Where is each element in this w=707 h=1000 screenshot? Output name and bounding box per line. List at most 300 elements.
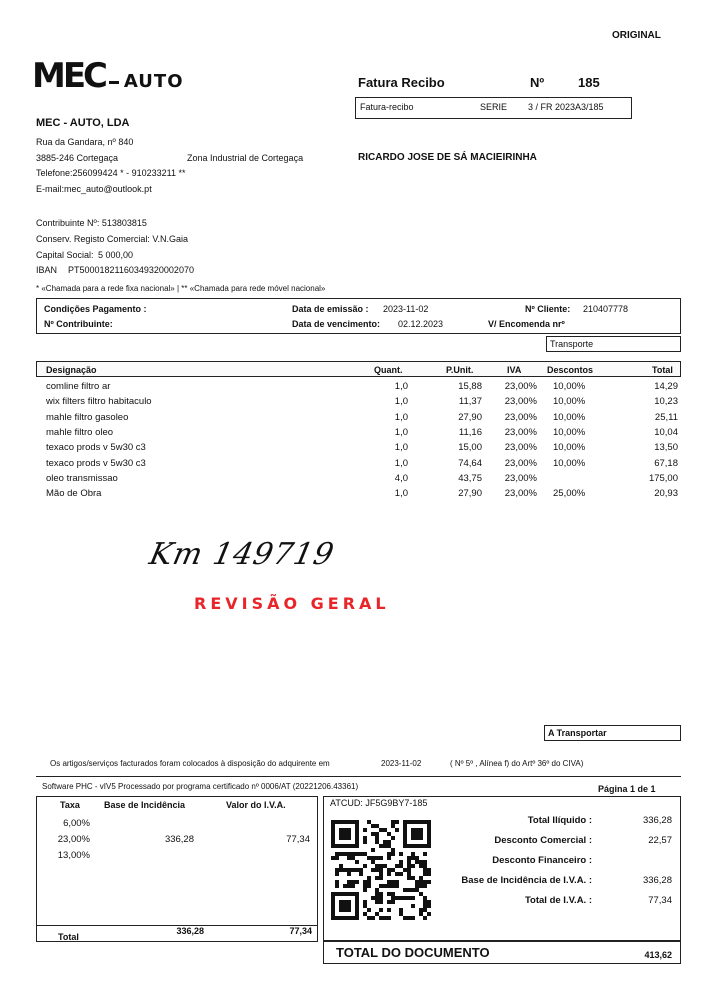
- qr-module: [419, 884, 423, 888]
- item-total: 20,93: [654, 488, 678, 500]
- qr-module: [335, 852, 339, 856]
- item-total: 13,50: [654, 442, 678, 454]
- qr-module: [387, 916, 391, 920]
- item-qty: 1,0: [394, 426, 408, 438]
- qr-module: [347, 884, 351, 888]
- qr-module: [379, 876, 383, 880]
- qr-module: [351, 868, 355, 872]
- summary-row: [440, 855, 680, 873]
- qr-module: [339, 828, 351, 840]
- qr-module: [363, 912, 367, 916]
- qr-module: [363, 836, 367, 840]
- qr-module: [427, 900, 431, 904]
- iban-label: IBAN: [36, 265, 58, 275]
- qr-module: [391, 896, 395, 900]
- qr-module: [383, 864, 387, 868]
- qr-module: [391, 880, 395, 884]
- company-address: Rua da Gandara, nº 840: [36, 137, 134, 147]
- item-qty: 1,0: [394, 457, 408, 469]
- company-nif: Contribuinte Nº: 513803815: [36, 218, 147, 228]
- summary-value: 77,34: [648, 895, 672, 906]
- header-total: Total: [652, 365, 673, 375]
- item-designation: Mão de Obra: [46, 488, 102, 500]
- summary-label: Base de Incidência de I.V.A. :: [461, 875, 592, 886]
- qr-module: [395, 864, 399, 868]
- qr-module: [363, 828, 367, 832]
- qr-module: [399, 872, 403, 876]
- a-transportar-label: A Transportar: [548, 728, 607, 738]
- qr-module: [399, 864, 403, 868]
- item-unit-price: 15,00: [458, 442, 482, 454]
- footer-divider: [36, 776, 681, 777]
- qr-module: [351, 856, 355, 860]
- summary-label: Desconto Comercial :: [494, 835, 592, 846]
- item-unit-price: 43,75: [458, 472, 482, 484]
- qr-module: [407, 864, 411, 868]
- summary-row: [440, 835, 680, 853]
- qr-module: [371, 856, 375, 860]
- qr-module: [423, 864, 427, 868]
- qr-module: [383, 884, 387, 888]
- qr-module: [355, 860, 359, 864]
- logo-mec-text: MEC: [32, 56, 106, 96]
- item-discount: 10,00%: [553, 457, 586, 469]
- qr-module: [395, 880, 399, 884]
- item-unit-price: 15,88: [458, 381, 482, 392]
- company-registry: Conserv. Registo Comercial: V.N.Gaia: [36, 234, 189, 244]
- item-iva: 23,00%: [504, 442, 537, 454]
- qr-module: [363, 840, 367, 844]
- company-phone: Telefone:256099424 * - 910233211 **: [36, 168, 186, 178]
- qr-module: [367, 916, 371, 920]
- item-row: [0, 427, 707, 442]
- call-note: * «Chamada para a rede fixa nacional» | ** «Chamada para rede móvel nacional»: [36, 284, 326, 293]
- qr-module: [387, 852, 391, 856]
- qr-module: [411, 828, 423, 840]
- total-document-value: 413,62: [644, 950, 672, 960]
- qr-module: [351, 884, 355, 888]
- qr-module: [387, 872, 391, 876]
- tax-base: 336,28: [164, 834, 194, 845]
- qr-module: [383, 828, 387, 832]
- page-number: Página 1 de 1: [598, 784, 656, 794]
- summary-label: Total de I.V.A. :: [524, 895, 592, 906]
- qr-module: [391, 900, 395, 904]
- client-label: Nº Cliente:: [525, 304, 571, 314]
- item-unit-price: 27,90: [458, 411, 482, 423]
- qr-module: [379, 900, 383, 904]
- qr-module: [383, 844, 387, 848]
- issue-value: 2023-11-02: [383, 304, 429, 314]
- qr-module: [371, 848, 375, 852]
- qr-module: [419, 912, 423, 916]
- item-total: 25,11: [654, 411, 678, 423]
- qr-module: [343, 852, 347, 856]
- revision-stamp: REVISÃO GERAL: [194, 594, 390, 613]
- qr-module: [375, 912, 379, 916]
- qr-module: [335, 880, 339, 884]
- qr-module: [355, 852, 359, 856]
- summary-value: 336,28: [642, 875, 672, 886]
- company-logo: [32, 56, 184, 96]
- item-iva: 23,00%: [504, 472, 537, 484]
- qr-module: [339, 852, 343, 856]
- item-designation: mahle filtro oleo: [46, 426, 114, 438]
- qr-module: [407, 856, 411, 860]
- availability-law: ( Nº 5º , Alínea f) do Artº 36º do CIVA): [450, 759, 584, 768]
- qr-module: [411, 864, 415, 868]
- item-qty: 1,0: [394, 442, 408, 454]
- qr-module: [339, 900, 351, 912]
- qr-module: [379, 908, 383, 912]
- qr-module: [371, 916, 375, 920]
- item-qty: 1,0: [394, 488, 408, 500]
- original-label: ORIGINAL: [612, 30, 661, 41]
- qr-module: [355, 880, 359, 884]
- item-designation: texaco prods v 5w30 c3: [46, 457, 146, 469]
- due-value: 02.12.2023: [398, 319, 444, 329]
- item-iva: 23,00%: [504, 381, 537, 392]
- header-unit: P.Unit.: [446, 365, 474, 375]
- capital-value: 5 000,00: [98, 250, 134, 260]
- header-designation: Designação: [46, 365, 97, 375]
- tax-header-taxa: Taxa: [60, 800, 80, 810]
- item-total: 10,04: [654, 426, 678, 438]
- capital-label: Capital Social:: [36, 250, 94, 260]
- item-row: [0, 458, 707, 473]
- handwritten-mileage: Km 149719: [146, 537, 338, 572]
- qr-module: [375, 876, 379, 880]
- item-iva: 23,00%: [504, 396, 537, 408]
- item-qty: 1,0: [394, 381, 408, 392]
- item-row: [0, 381, 707, 396]
- item-unit-price: 11,16: [458, 426, 482, 438]
- qr-module: [367, 884, 371, 888]
- qr-module: [387, 868, 391, 872]
- qr-module: [415, 860, 419, 864]
- qr-module: [419, 892, 423, 896]
- item-iva: 23,00%: [504, 411, 537, 423]
- contrib-label: Nº Contribuinte:: [44, 319, 113, 329]
- company-name: MEC - AUTO, LDA: [36, 117, 130, 129]
- header-qty: Quant.: [374, 365, 403, 375]
- company-postal: 3885-246 Cortegaça: [36, 153, 119, 163]
- number-label: Nº: [530, 75, 545, 90]
- qr-module: [367, 876, 371, 880]
- qr-module: [411, 876, 415, 880]
- item-designation: oleo transmissao: [46, 472, 118, 484]
- qr-module: [359, 852, 363, 856]
- item-total: 67,18: [654, 457, 678, 469]
- qr-module: [375, 896, 379, 900]
- header-discounts: Descontos: [547, 365, 594, 375]
- qr-module: [407, 860, 411, 864]
- qr-module: [427, 880, 431, 884]
- series-doc: Fatura-recibo: [360, 102, 414, 112]
- item-qty: 4,0: [394, 472, 408, 484]
- item-row: [0, 488, 707, 503]
- qr-module: [379, 856, 383, 860]
- qr-module: [343, 868, 347, 872]
- availability-date: 2023-11-02: [381, 759, 422, 768]
- qr-module: [359, 868, 363, 872]
- tax-header-valor: Valor do I.V.A.: [226, 800, 286, 810]
- qr-module: [403, 916, 407, 920]
- item-qty: 1,0: [394, 411, 408, 423]
- tax-total-label: Total: [58, 932, 79, 942]
- qr-module: [423, 852, 427, 856]
- item-designation: mahle filtro gasoleo: [46, 411, 129, 423]
- item-row: [0, 396, 707, 411]
- qr-module: [335, 884, 339, 888]
- summary-value: 22,57: [648, 835, 672, 846]
- qr-module: [423, 884, 427, 888]
- qr-module: [379, 864, 383, 868]
- client-value: 210407778: [583, 304, 629, 314]
- qr-module: [379, 884, 383, 888]
- tax-row: [0, 850, 330, 865]
- qr-module: [363, 904, 367, 908]
- qr-module: [387, 884, 391, 888]
- qr-module: [379, 844, 383, 848]
- qr-module: [391, 852, 395, 856]
- tax-row: [0, 818, 330, 833]
- qr-module: [355, 868, 359, 872]
- atcud: ATCUD: JF5G9BY7-185: [330, 798, 428, 808]
- qr-module: [423, 916, 427, 920]
- qr-module: [395, 828, 399, 832]
- qr-module: [375, 864, 379, 868]
- tax-total-valor: 77,34: [289, 926, 312, 936]
- issue-label: Data de emissão :: [292, 304, 369, 314]
- qr-module: [419, 880, 423, 884]
- qr-module: [411, 856, 415, 860]
- logo-auto-text: AUTO: [123, 71, 184, 92]
- due-label: Data de vencimento:: [292, 319, 381, 329]
- qr-module: [423, 900, 427, 904]
- qr-module: [387, 844, 391, 848]
- qr-module: [387, 856, 391, 860]
- qr-module: [427, 904, 431, 908]
- qr-module: [399, 908, 403, 912]
- qr-module: [375, 888, 379, 892]
- qr-module: [371, 868, 375, 872]
- qr-module: [427, 872, 431, 876]
- qr-module: [335, 872, 339, 876]
- tax-rate: 13,00%: [57, 850, 90, 861]
- qr-module: [363, 884, 367, 888]
- software-note: Software PHC - vIV5 Processado por programa certificado nº 0006/AT (20221206.43361): [42, 782, 359, 791]
- summary-row: [440, 895, 680, 913]
- qr-module: [363, 900, 367, 904]
- series-value: 3 / FR 2023A3/185: [528, 102, 604, 112]
- qr-module: [363, 864, 367, 868]
- item-total: 14,29: [654, 381, 678, 392]
- company-zone: Zona Industrial de Cortegaça: [187, 153, 304, 163]
- qr-module: [387, 832, 391, 836]
- qr-module: [427, 868, 431, 872]
- qr-module: [391, 892, 395, 896]
- qr-module: [375, 868, 379, 872]
- item-row: [0, 442, 707, 457]
- qr-module: [351, 852, 355, 856]
- item-total: 175,00: [648, 472, 678, 484]
- summary-row: [440, 815, 680, 833]
- company-email: E-mail:mec_auto@outlook.pt: [36, 184, 152, 194]
- tax-rate: 23,00%: [57, 834, 90, 845]
- availability-text: Os artigos/serviços facturados foram colocados à disposição do adquirente em: [50, 759, 330, 768]
- qr-module: [415, 880, 419, 884]
- transporte-label: Transporte: [550, 339, 594, 349]
- tax-rate: 6,00%: [63, 818, 90, 829]
- item-designation: texaco prods v 5w30 c3: [46, 442, 146, 454]
- qr-module: [407, 916, 411, 920]
- qr-module: [351, 880, 355, 884]
- item-iva: 23,00%: [504, 426, 537, 438]
- qr-module: [395, 884, 399, 888]
- item-discount: 10,00%: [553, 442, 586, 454]
- qr-module: [379, 892, 383, 896]
- qr-module: [415, 888, 419, 892]
- qr-module: [359, 872, 363, 876]
- qr-module: [399, 912, 403, 916]
- qr-module: [403, 868, 407, 872]
- summary-label: Desconto Financeiro :: [492, 855, 592, 866]
- qr-module: [367, 908, 371, 912]
- qr-module: [363, 888, 367, 892]
- qr-module: [387, 840, 391, 844]
- qr-module: [371, 832, 375, 836]
- qr-module: [427, 912, 431, 916]
- qr-module: [343, 884, 347, 888]
- qr-module: [391, 868, 395, 872]
- qr-module: [375, 892, 379, 896]
- customer-name: RICARDO JOSE DE SÁ MACIEIRINHA: [358, 152, 537, 163]
- qr-module: [391, 848, 395, 852]
- qr-module: [387, 908, 391, 912]
- qr-module: [419, 860, 423, 864]
- qr-module: [347, 880, 351, 884]
- qr-module: [411, 888, 415, 892]
- qr-module: [415, 884, 419, 888]
- qr-module: [391, 884, 395, 888]
- qr-module: [419, 908, 423, 912]
- qr-module: [375, 836, 379, 840]
- item-discount: 10,00%: [553, 426, 586, 438]
- qr-module: [415, 856, 419, 860]
- item-discount: 10,00%: [553, 396, 586, 408]
- item-discount: 10,00%: [553, 381, 586, 392]
- tax-header-base: Base de Incidência: [104, 800, 186, 810]
- payment-label: Condições Pagamento :: [44, 304, 147, 314]
- qr-module: [387, 900, 391, 904]
- qr-module: [375, 900, 379, 904]
- item-total: 10,23: [654, 396, 678, 408]
- qr-module: [335, 868, 339, 872]
- item-designation: comline filtro ar: [46, 381, 111, 392]
- item-row: [0, 473, 707, 488]
- qr-module: [423, 908, 427, 912]
- qr-module: [407, 896, 411, 900]
- item-discount: 10,00%: [553, 411, 586, 423]
- item-row: [0, 412, 707, 427]
- qr-module: [395, 872, 399, 876]
- qr-module: [371, 824, 375, 828]
- qr-module: [363, 880, 367, 884]
- qr-module: [423, 896, 427, 900]
- qr-module: [387, 892, 391, 896]
- qr-module: [375, 856, 379, 860]
- total-document-label: TOTAL DO DOCUMENTO: [336, 945, 490, 960]
- document-type: Fatura Recibo: [358, 75, 445, 90]
- qr-module: [347, 872, 351, 876]
- qr-module: [371, 896, 375, 900]
- item-unit-price: 11,37: [458, 396, 482, 408]
- qr-module: [375, 824, 379, 828]
- qr-module: [407, 872, 411, 876]
- qr-module: [367, 856, 371, 860]
- qr-module: [379, 868, 383, 872]
- qr-module: [379, 916, 383, 920]
- qr-module: [339, 864, 343, 868]
- qr-module: [375, 840, 379, 844]
- iban-value: PT50001821160349320002070: [68, 265, 194, 275]
- qr-module: [399, 852, 403, 856]
- qr-module: [379, 896, 383, 900]
- document-number: 185: [578, 75, 600, 90]
- qr-module: [335, 856, 339, 860]
- qr-module: [411, 896, 415, 900]
- qr-module: [379, 828, 383, 832]
- qr-module: [395, 896, 399, 900]
- qr-module: [403, 896, 407, 900]
- qr-module: [347, 852, 351, 856]
- qr-module: [403, 888, 407, 892]
- tax-row: [0, 834, 330, 849]
- qr-module: [419, 864, 423, 868]
- qr-module: [423, 880, 427, 884]
- qr-code: [331, 820, 431, 920]
- qr-module: [383, 916, 387, 920]
- item-discount: 25,00%: [553, 488, 586, 500]
- qr-module: [411, 852, 415, 856]
- logo-dash: [109, 81, 119, 84]
- qr-module: [399, 860, 403, 864]
- item-unit-price: 27,90: [458, 488, 482, 500]
- qr-module: [423, 868, 427, 872]
- qr-module: [423, 872, 427, 876]
- qr-module: [367, 880, 371, 884]
- qr-module: [379, 872, 383, 876]
- qr-module: [391, 836, 395, 840]
- qr-module: [375, 832, 379, 836]
- qr-module: [407, 876, 411, 880]
- summary-label: Total Ilíquido :: [527, 815, 592, 826]
- series-label: SERIE: [480, 102, 508, 112]
- qr-module: [407, 888, 411, 892]
- item-designation: wix filters filtro habitaculo: [46, 396, 152, 408]
- qr-module: [383, 840, 387, 844]
- tax-value: 77,34: [286, 834, 310, 845]
- qr-module: [339, 868, 343, 872]
- qr-module: [363, 852, 367, 856]
- order-label: V/ Encomenda nrº: [488, 319, 565, 329]
- qr-module: [411, 916, 415, 920]
- summary-row: [440, 875, 680, 893]
- summary-value: 336,28: [642, 815, 672, 826]
- qr-module: [391, 820, 395, 824]
- qr-module: [419, 876, 423, 880]
